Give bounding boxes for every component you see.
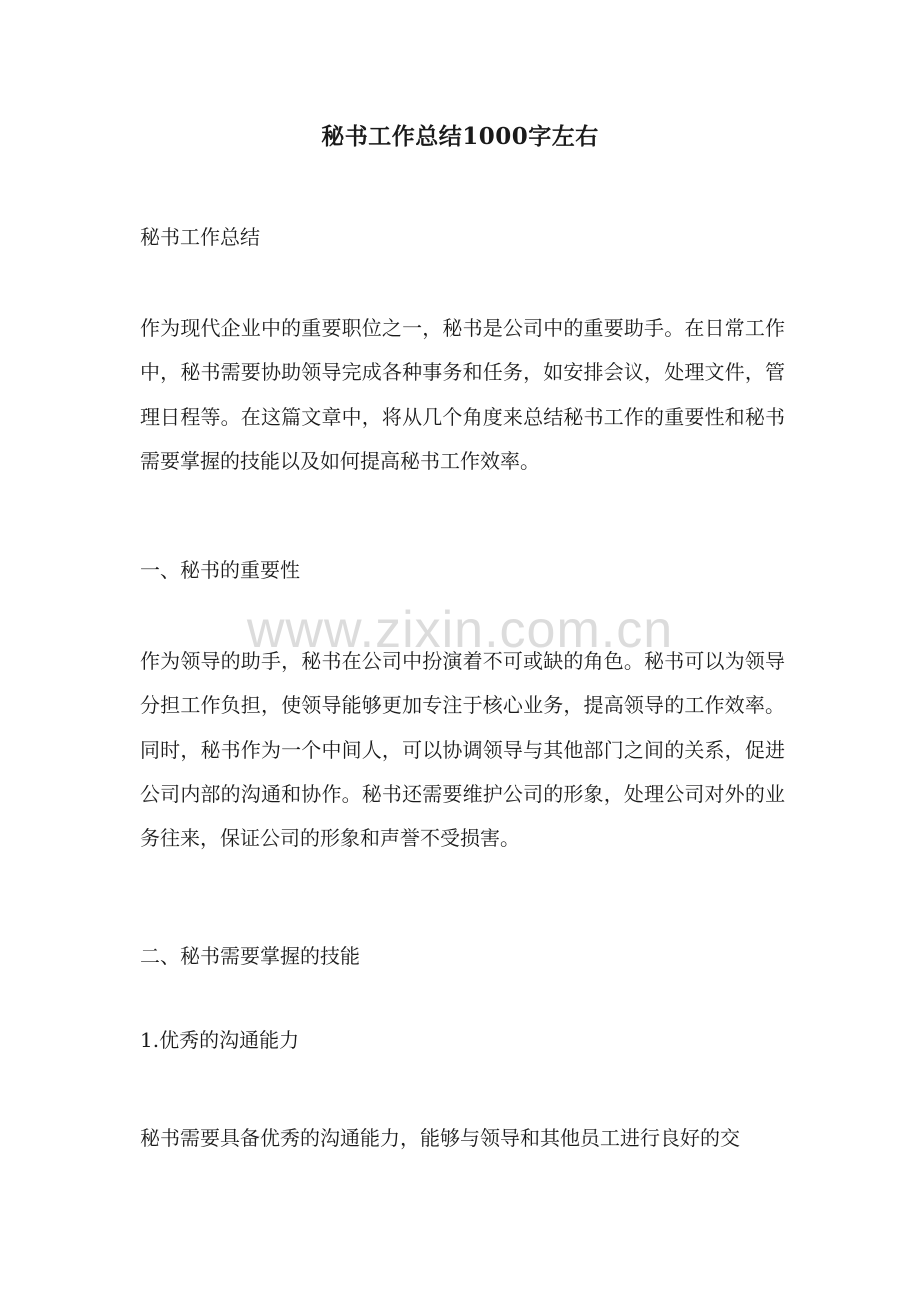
section-heading-skills: 二、秘书需要掌握的技能 bbox=[140, 944, 360, 968]
section-heading-importance: 一、秘书的重要性 bbox=[140, 558, 300, 582]
document-title: 秘书工作总结1000字左右 bbox=[321, 123, 599, 150]
document-subtitle: 秘书工作总结 bbox=[140, 225, 260, 249]
watermark: www.zixin.com.cn bbox=[246, 601, 674, 659]
paragraph-intro: 作为现代企业中的重要职位之一，秘书是公司中的重要助手。在日常工作中，秘书需要协助领导完成各种事务和任务，如安排会议，处理文件，管理日程等。在这篇文章中，将从几个角度来总结秘书工作的重要性和秘书需要掌握的技能以及如何提高秘书工作效率。 bbox=[140, 316, 785, 473]
paragraph-communication: 秘书需要具备优秀的沟通能力，能够与领导和其他员工进行良好的交 bbox=[140, 1126, 740, 1150]
paragraph-importance: 作为领导的助手，秘书在公司中扮演着不可或缺的角色。秘书可以为领导分担工作负担，使领导能够更加专注于核心业务，提高领导的工作效率。同时，秘书作为一个中间人，可以协调领导与其他部门之间的关系，促进公司内部的沟通和协作。秘书还需要维护公司的形象，处理公司对外的业务往来，保证公司的形象和声誉不受损害。 bbox=[140, 649, 785, 851]
subsection-heading-communication: 1.优秀的沟通能力 bbox=[140, 1028, 300, 1052]
